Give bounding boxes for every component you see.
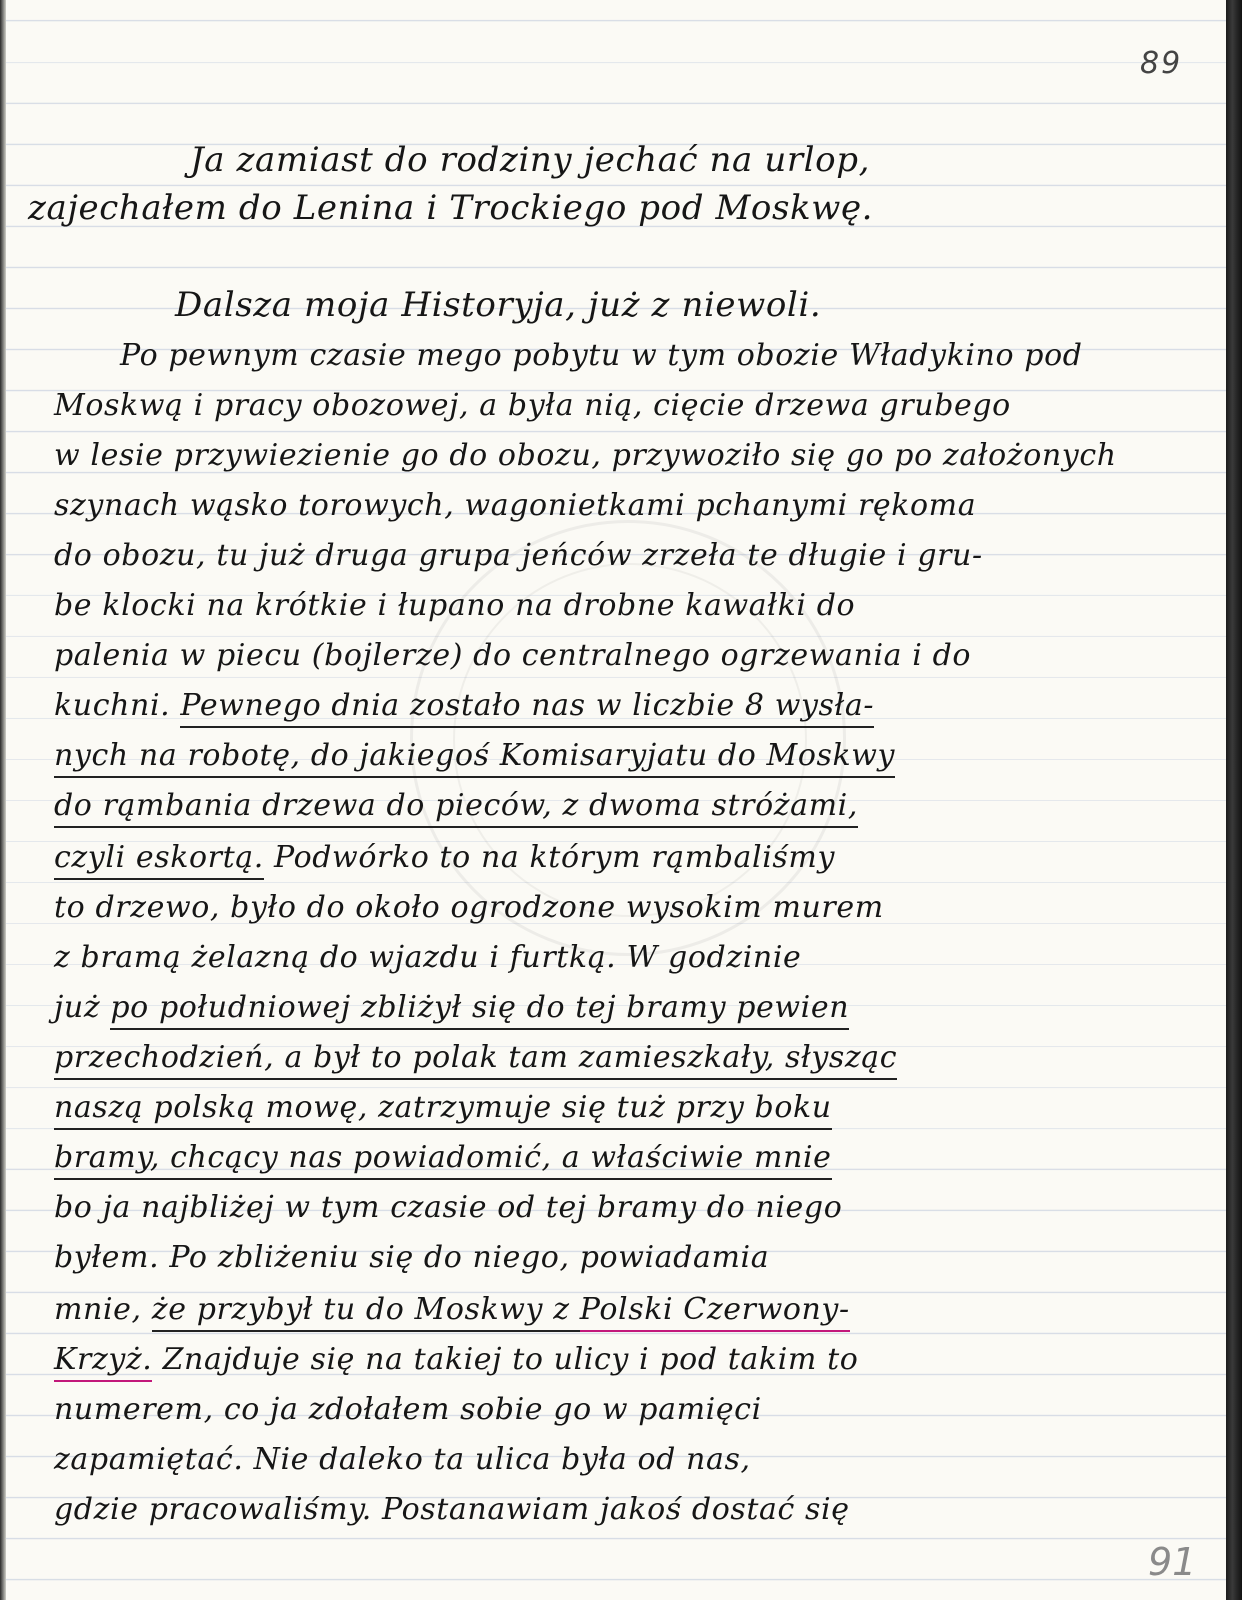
line-text: w lesie przywiezienie go do obozu, przywoziło się go po założonych [54, 438, 1117, 473]
handwritten-line [54, 538, 1194, 573]
underlined-text: do rąmbania drzewa do pieców, z dwoma stróżami, [54, 788, 858, 828]
handwritten-line [54, 1342, 1194, 1377]
handwritten-line [54, 738, 1194, 773]
underlined-text: naszą polską mowę, zatrzymuje się tuż przy boku [54, 1090, 832, 1130]
handwritten-line [54, 1492, 1194, 1527]
line-text: mnie, [54, 1292, 152, 1327]
handwritten-line [54, 588, 1194, 623]
line-text: byłem. Po zbliżeniu się do niego, powiadamia [54, 1240, 770, 1275]
handwritten-line [54, 1090, 1194, 1125]
handwritten-line [54, 1292, 1194, 1327]
line-text: zapamiętać. Nie daleko ta ulica była od nas, [54, 1442, 751, 1477]
handwritten-line [190, 140, 1226, 180]
handwritten-line [54, 638, 1194, 673]
magenta-underlined-text: Polski Czerwony- [580, 1292, 850, 1332]
handwritten-line [54, 990, 1194, 1025]
handwritten-line [54, 388, 1194, 423]
line-text: numerem, co ja zdołałem sobie go w pamięci [54, 1392, 762, 1427]
line-text: palenia w piecu (bojlerze) do centralnego ogrzewania i do [54, 638, 972, 673]
handwritten-line [54, 488, 1194, 523]
handwritten-line [54, 890, 1194, 925]
line-text: Znajduje się na takiej to ulicy i pod takim to [152, 1342, 859, 1377]
line-text: do obozu, tu już druga grupa jeńców zrzeła te długie i gru- [54, 538, 983, 573]
line-text: kuchni. [54, 688, 181, 723]
line-text: z bramą żelazną do wjazdu i furtką. W godzinie [54, 940, 802, 975]
underlined-text: Pewnego dnia zostało nas w liczbie 8 wysła- [180, 688, 874, 728]
handwritten-line [54, 940, 1194, 975]
handwritten-line [54, 688, 1194, 723]
page-left-edge-shadow [0, 0, 6, 1600]
line-text: gdzie pracowaliśmy. Postanawiam jakoś dostać się [54, 1492, 850, 1527]
line-text: Ja zamiast do rodziny jechać na urlop, [190, 140, 870, 180]
handwritten-line [28, 188, 1168, 228]
underlined-text: po południowej zbliżył się do tej bramy pewien [110, 990, 849, 1030]
handwritten-line [54, 1240, 1194, 1275]
line-text: zajechałem do Lenina i Trockiego pod Moskwę. [28, 188, 874, 228]
handwritten-line [54, 1442, 1194, 1477]
handwritten-line [54, 438, 1194, 473]
handwritten-line [54, 788, 1194, 823]
handwritten-line [54, 1040, 1194, 1075]
underlined-text: nych na robotę, do jakiegoś Komisaryjatu do Moskwy [54, 738, 895, 778]
page-number-bottom: 91 [1148, 1540, 1197, 1584]
line-text: Po pewnym czasie mego pobytu w tym obozie Władykino pod [120, 338, 1083, 373]
handwritten-line [54, 1190, 1194, 1225]
page-number-top: 89 [1140, 46, 1183, 81]
line-text: to drzewo, było do około ogrodzone wysokim murem [54, 890, 884, 925]
line-text: bo ja najbliżej w tym czasie od tej bramy do niego [54, 1190, 843, 1225]
handwritten-line [54, 1392, 1194, 1427]
handwritten-line [54, 840, 1194, 875]
underlined-text: bramy, chcący nas powiadomić, a właściwie mnie [54, 1140, 832, 1180]
underlined-text: przechodzień, a był to polak tam zamieszkały, słysząc [54, 1040, 897, 1080]
underlined-text: czyli eskortą. [54, 840, 264, 880]
notebook-binding-edge [1226, 0, 1242, 1600]
line-text: Dalsza moja Historyja, już z niewoli. [175, 285, 822, 325]
line-text: Moskwą i pracy obozowej, a była nią, cięcie drzewa grubego [54, 388, 1011, 423]
line-text: szynach wąsko torowych, wagonietkami pchanymi rękoma [54, 488, 977, 523]
magenta-underlined-text: Krzyż. [54, 1342, 152, 1382]
handwritten-line [175, 285, 1226, 325]
handwritten-line [120, 338, 1226, 373]
line-text: Podwórko to na którym rąmbaliśmy [263, 840, 836, 875]
handwritten-line [54, 1140, 1194, 1175]
line-text: be klocki na krótkie i łupano na drobne kawałki do [54, 588, 856, 623]
line-text: już [54, 990, 111, 1025]
underlined-text: że przybył tu do Moskwy z [152, 1292, 580, 1332]
